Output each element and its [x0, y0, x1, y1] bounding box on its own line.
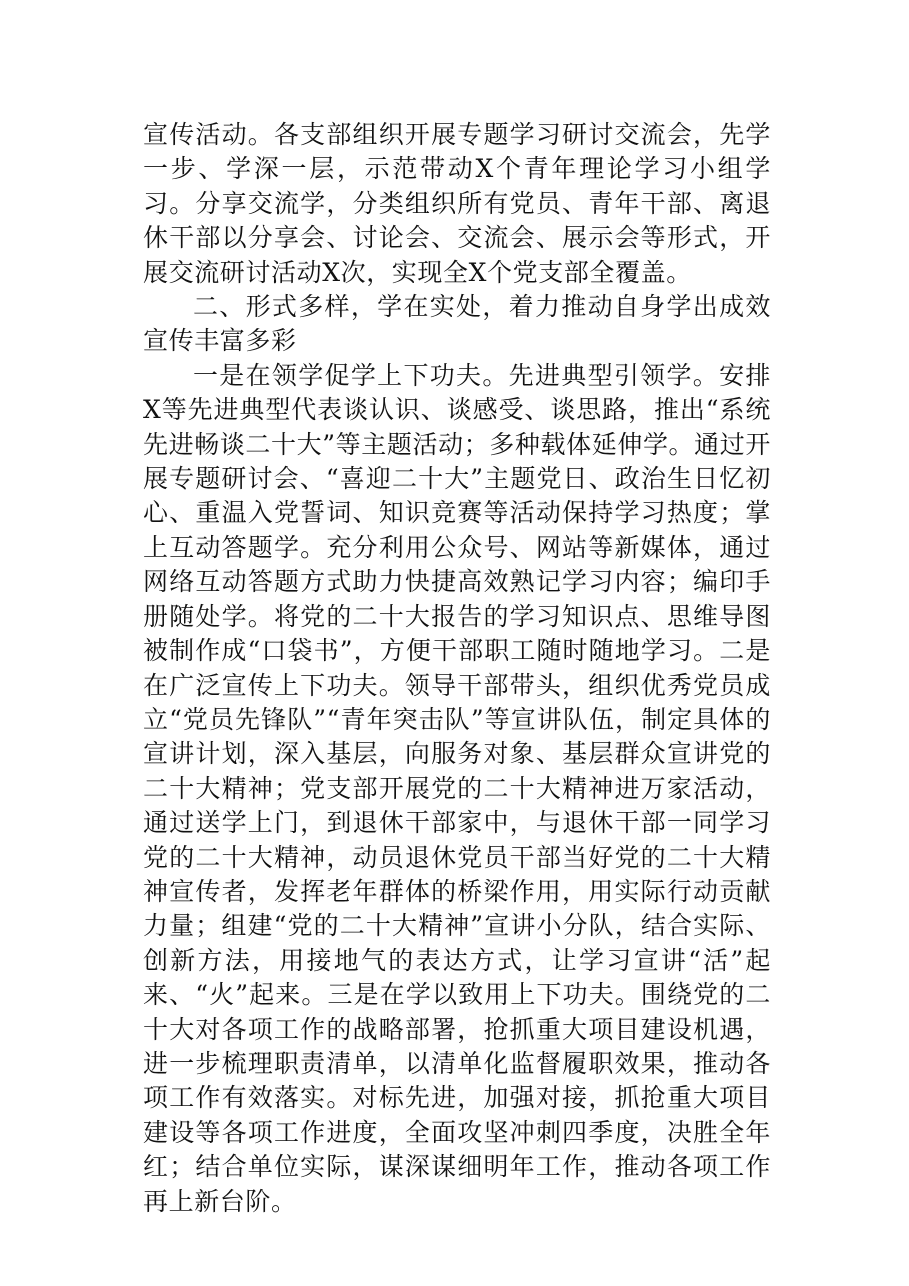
paragraph-body: 一是在领学促学上下功夫。先进典型引领学。安排X等先进典型代表谈认识、谈感受、谈思路，推出“系统先进畅谈二十大”等主题活动；多种载体延伸学。通过开展专题研讨会、“喜迎二十大”主题党日、政治生日忆初心、重温入党誓词、知识竞赛等活动保持学习热度；掌上互动答题学。充分利用公众号、网站等新媒体，通过网络互动答题方式助力快捷高效熟记学习内容；编印手册随处学。将党的二十大报告的学习知识点、思维导图被制作成“口袋书”，方便干部职工随时随地学习。二是在广泛宣传上下功夫。领导干部带头，组织优秀党员成立“党员先锋队”“青年突击队”等宣讲队伍，制定具体的宣讲计划，深入基层，向服务对象、基层群众宣讲党的二十大精神；党支部开展党的二十大精神进万家活动，通过送学上门，到退休干部家中，与退休干部一同学习党的二十大精神，动员退休党员干部当好党的二十大精神宣传者，发挥老年群体的桥梁作用，用实际行动贡献力量；组建“党的二十大精神”宣讲小分队，结合实际、创新方法，用接地气的表达方式，让学习宣讲“活”起来、“火”起来。三是在学以致用上下功夫。围绕党的二十大对各项工作的战略部署，抢抓重大项目建设机遇，进一步梳理职责清单，以清单化监督履职效果，推动各项工作有效落实。对标先进，加强对接，抓抢重大项目建设等各项工作进度，全面攻坚冲刺四季度，决胜全年红；结合单位实际，谋深谋细明年工作，推动各项工作再上新台阶。 — [143, 360, 771, 1216]
section-heading: 二、形式多样，学在实处，着力推动自身学出成效宣传丰富多彩 — [143, 292, 771, 356]
paragraph-continuation: 宣传活动。各支部组织开展专题学习研讨交流会，先学一步、学深一层，示范带动X个青年理论学习小组学习。分享交流学，分类组织所有党员、青年干部、离退休干部以分享会、讨论会、交流会、展示会等形式，开展交流研讨活动X次，实现全X个党支部全覆盖。 — [143, 120, 771, 287]
document-body — [143, 118, 771, 1219]
